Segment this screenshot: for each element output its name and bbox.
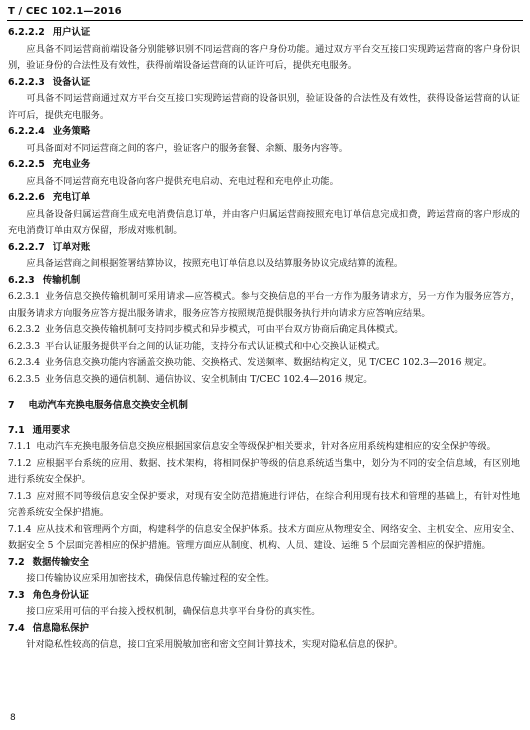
section-number: 7.1 — [8, 424, 25, 436]
section-number: 7.3 — [8, 589, 25, 601]
clause-text: 电动汽车充换电服务信息交换应根据国家信息安全等级保护相关要求，针对各应用系统构建相应的安全保护等级。 — [36, 441, 496, 452]
section-number: 6.2.2.6 — [8, 192, 45, 203]
section-7-3-heading — [8, 588, 520, 605]
section-title: 信息隐私保护 — [32, 622, 89, 634]
section-number: 7.2 — [8, 556, 25, 568]
clause-text: 业务信息交换的通信机制、通信协议、安全机制由 T/CEC 102.4—2016 规定。 — [45, 373, 373, 385]
clause-number: 7.1.1 — [8, 441, 32, 452]
document-body — [8, 25, 520, 654]
section-number: 6.2.2.3 — [8, 76, 45, 88]
clause-number: 7.1.2 — [8, 457, 32, 469]
clause-text: 业务信息交换传输机制可支持同步模式和异步模式，可由平台双方协商后确定具体模式。 — [45, 324, 404, 335]
section-7-1-heading — [8, 423, 520, 440]
section-6-2-2-3-heading — [8, 75, 520, 92]
section-title: 数据传输安全 — [32, 556, 89, 568]
clause-text: 应从技术和管理两个方面，构建科学的信息安全保护体系。技术方面应从物理安全、网络安全、主机安全、应用安全、数据安全 5 个层面完善相应的保护措施。管理方面应从制度、机构、人员、建设、运维 5 个层面完善相应的保护措施。 — [8, 523, 520, 551]
section-6-2-2-2-text: 应具备不同运营商前端设备分别能够识别不同运营商的客户身份功能。通过双方平台交互接口实现跨运营商的客户身份识别，验证身份的合法性及有效性，获得前端设备运营商的认证许可后，提供充电服务。 — [8, 43, 520, 71]
section-6-2-3-heading — [8, 273, 520, 290]
clause-6-2-3-3 — [8, 339, 520, 356]
clause-number: 6.2.3.5 — [8, 373, 41, 385]
clause-text: 平台认证服务提供平台之间的认证功能，支持分布式认证模式和中心交换认证模式。 — [45, 340, 386, 352]
section-7-2-text: 接口传输协议应采用加密技术，确保信息传输过程的安全性。 — [26, 573, 275, 584]
clause-7-1-4 — [8, 522, 520, 555]
section-number: 6.2.3 — [8, 274, 35, 286]
clause-6-2-3-4 — [8, 355, 520, 372]
section-title: 业务策略 — [52, 126, 91, 137]
section-title: 设备认证 — [52, 76, 91, 88]
section-number: 7.4 — [8, 622, 25, 634]
clause-text: 应对照不同等级信息安全保护要求，对现有安全防范措施进行评估，在综合利用现有技术和管理的基础上，有针对性地完善系统安全保护措施。 — [8, 490, 520, 518]
section-6-2-2-5-heading — [8, 157, 520, 174]
chapter-title: 电动汽车充换电服务信息交换安全机制 — [28, 400, 188, 411]
header-rule — [7, 20, 523, 21]
section-title: 传输机制 — [42, 274, 81, 286]
section-6-2-2-7-text: 应具备运营商之间根据签署结算协议，按照充电订单信息以及结算服务协议完成结算的流程。 — [26, 258, 404, 269]
clause-number: 6.2.3.1 — [8, 291, 41, 302]
section-7-4-heading — [8, 621, 520, 638]
clause-7-1-1 — [8, 439, 520, 456]
section-number: 6.2.2.7 — [8, 241, 45, 253]
clause-7-1-2 — [8, 456, 520, 489]
clause-text: 业务信息交换传输机制可采用请求—应答模式。参与交换信息的平台一方作为服务请求方，另一方作为服务应答方，由服务请求方向服务应答方提出服务请求，服务应答方按照规范提供服务执行并向请求方应答响应结果。 — [8, 291, 520, 319]
page-number: 8 — [10, 713, 16, 723]
section-6-2-2-2-heading — [8, 25, 520, 42]
section-number: 6.2.2.5 — [8, 159, 45, 170]
clause-6-2-3-5 — [8, 372, 520, 389]
section-title: 充电业务 — [52, 159, 91, 170]
section-6-2-2-3-text: 可具备不同运营商通过双方平台交互接口实现跨运营商的设备识别，验证设备的合法性及有效性，获得设备运营商的认证许可后，提供充电服务。 — [8, 93, 520, 121]
chapter-number: 7 — [8, 400, 15, 411]
section-6-2-2-4-text: 可具备面对不同运营商之间的客户，验证客户的服务套餐、余额、服务内容等。 — [26, 142, 348, 154]
section-6-2-2-7-heading — [8, 240, 520, 257]
clause-number: 7.1.3 — [8, 490, 32, 502]
section-number: 6.2.2.4 — [8, 126, 45, 137]
section-title: 用户认证 — [52, 27, 91, 38]
section-6-2-2-6-text: 应具备设备归属运营商生成充电消费信息订单，并由客户归属运营商按照充电订单信息完成扣费，跨运营商的客户形成的充电消费订单由双方保留，形成对账机制。 — [8, 208, 520, 236]
section-title: 角色身份认证 — [32, 589, 89, 601]
section-number: 6.2.2.2 — [8, 27, 45, 38]
section-title: 通用要求 — [32, 424, 71, 436]
document-header: T / CEC 102.1—2016 — [8, 6, 122, 17]
section-title: 充电订单 — [52, 192, 91, 203]
clause-7-1-3 — [8, 489, 520, 522]
clause-number: 6.2.3.2 — [8, 324, 41, 335]
chapter-7-heading — [8, 398, 520, 415]
clause-number: 7.1.4 — [8, 523, 32, 535]
clause-number: 6.2.3.4 — [8, 357, 41, 368]
clause-text: 应根据平台系统的应用、数据、技术架构，将相同保护等级的信息系统适当集中，划分为不同的安全信息域，有区别地进行系统安全保护。 — [8, 457, 520, 485]
clause-6-2-3-1 — [8, 289, 520, 322]
section-6-2-2-6-heading — [8, 190, 520, 207]
section-7-3-text: 接口应采用可信的平台接入授权机制，确保信息共享平台身份的真实性。 — [26, 606, 321, 617]
clause-text: 业务信息交换功能内容涵盖交换功能、交换格式、发送频率、数据结构定义，见 T/CEC 102.3—2016 规定。 — [45, 357, 492, 368]
clause-6-2-3-2 — [8, 322, 520, 339]
section-title: 订单对账 — [52, 241, 91, 253]
section-6-2-2-4-heading — [8, 124, 520, 141]
section-7-4-text: 针对隐私性较高的信息，接口宜采用脱敏加密和密文空间计算技术，实现对隐私信息的保护。 — [26, 639, 404, 650]
section-7-2-heading — [8, 555, 520, 572]
section-6-2-2-5-text: 应具备不同运营商充电设备向客户提供充电启动、充电过程和充电停止功能。 — [26, 175, 339, 187]
clause-number: 6.2.3.3 — [8, 340, 41, 352]
